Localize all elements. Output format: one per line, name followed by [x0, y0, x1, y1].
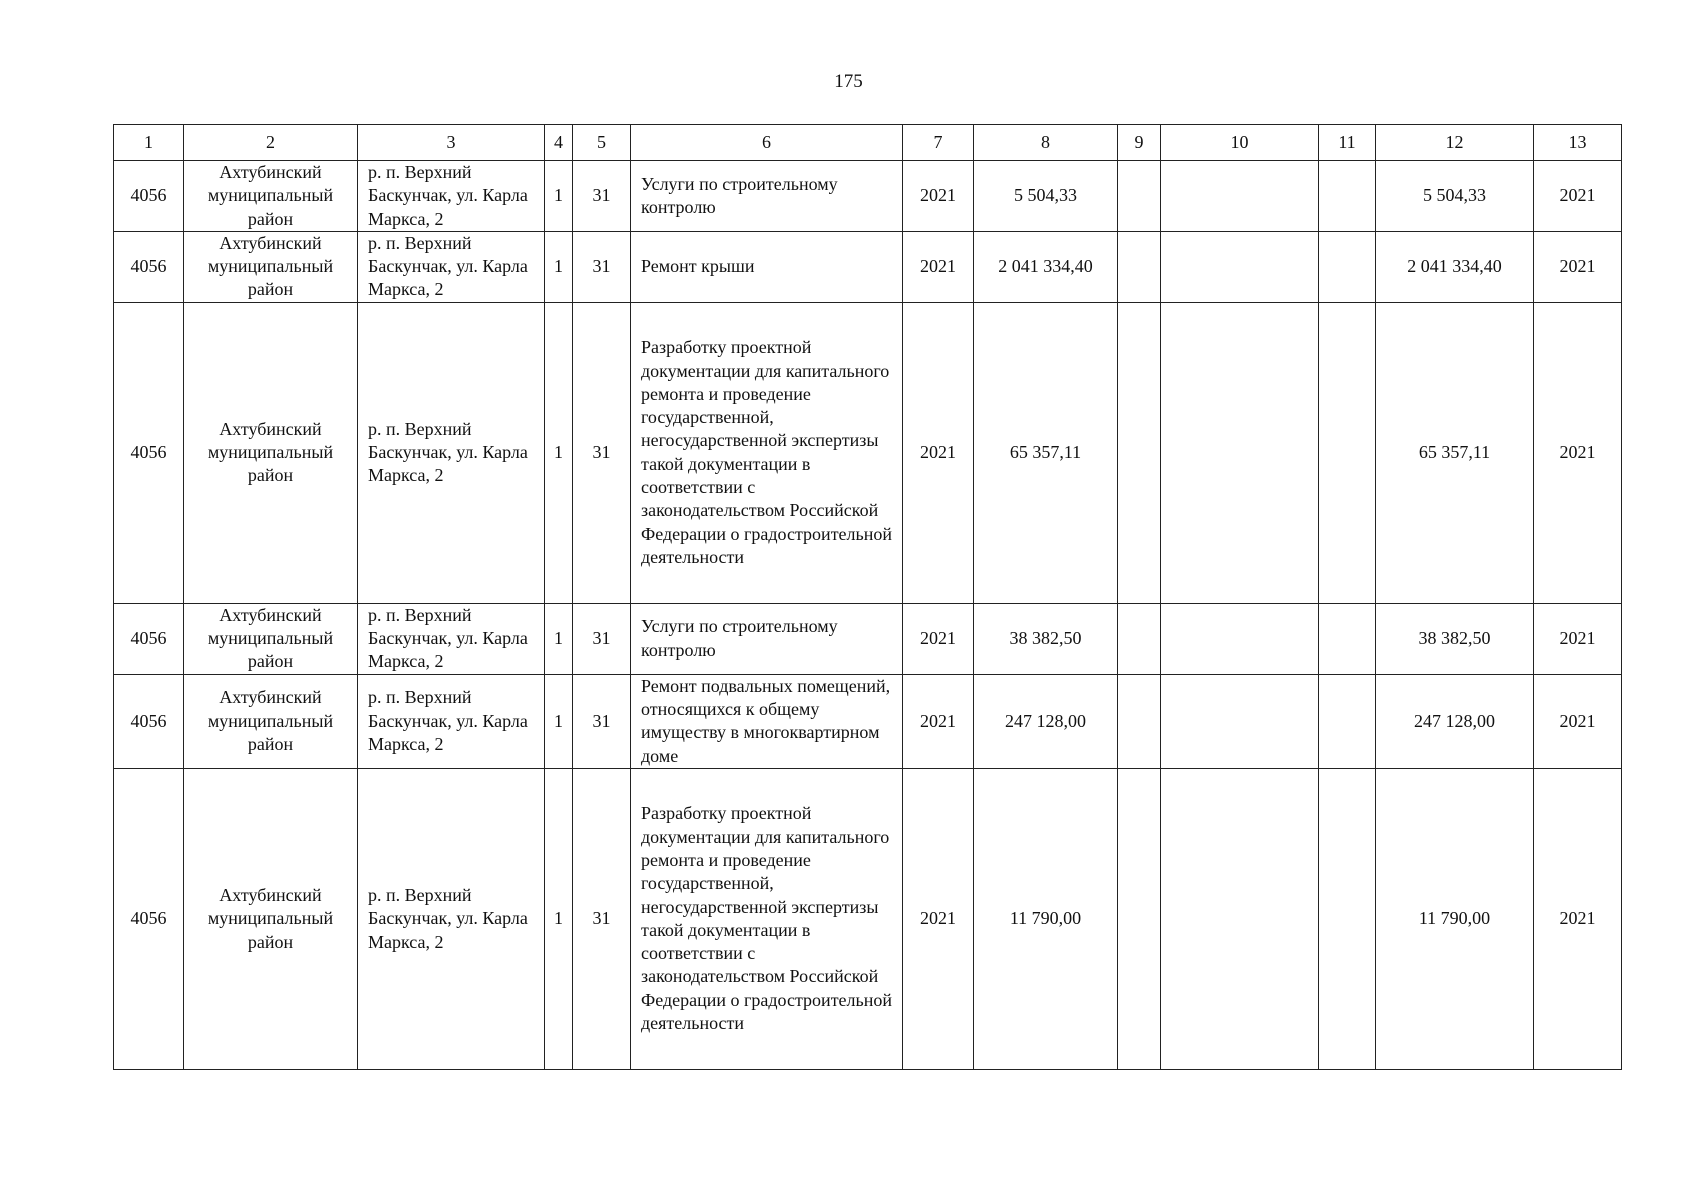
- column-9-cell: [1118, 674, 1161, 768]
- column-header: 2: [184, 125, 358, 161]
- address-cell: р. п. Верхний Баскунчак, ул. Карла Маркса, 2: [358, 603, 545, 674]
- column-4-cell: 1: [545, 768, 573, 1069]
- table-row: [114, 231, 1622, 302]
- column-4-cell: 1: [545, 302, 573, 603]
- year-cell: 2021: [903, 302, 974, 603]
- column-9-cell: [1118, 603, 1161, 674]
- municipality-cell: Ахтубинский муниципальный район: [184, 674, 358, 768]
- cost-cell: 65 357,11: [974, 302, 1118, 603]
- column-9-cell: [1118, 302, 1161, 603]
- table-row: [114, 302, 1622, 603]
- amount-cell: 2 041 334,40: [1376, 231, 1534, 302]
- column-11-cell: [1319, 161, 1376, 232]
- end-year-cell: 2021: [1534, 302, 1622, 603]
- column-10-cell: [1161, 674, 1319, 768]
- year-cell: 2021: [903, 768, 974, 1069]
- column-header: 13: [1534, 125, 1622, 161]
- end-year-cell: 2021: [1534, 674, 1622, 768]
- table-row: [114, 161, 1622, 232]
- work-type-cell: Ремонт крыши: [631, 231, 903, 302]
- column-5-cell: 31: [573, 603, 631, 674]
- object-code-cell: 4056: [114, 768, 184, 1069]
- column-9-cell: [1118, 231, 1161, 302]
- address-cell: р. п. Верхний Баскунчак, ул. Карла Маркса, 2: [358, 161, 545, 232]
- end-year-cell: 2021: [1534, 603, 1622, 674]
- column-header: 12: [1376, 125, 1534, 161]
- column-4-cell: 1: [545, 603, 573, 674]
- amount-cell: 65 357,11: [1376, 302, 1534, 603]
- header-row: [114, 125, 1622, 161]
- column-header: 5: [573, 125, 631, 161]
- object-code-cell: 4056: [114, 674, 184, 768]
- column-4-cell: 1: [545, 231, 573, 302]
- cost-cell: 247 128,00: [974, 674, 1118, 768]
- municipality-cell: Ахтубинский муниципальный район: [184, 231, 358, 302]
- end-year-cell: 2021: [1534, 768, 1622, 1069]
- municipality-cell: Ахтубинский муниципальный район: [184, 161, 358, 232]
- column-header: 11: [1319, 125, 1376, 161]
- amount-cell: 247 128,00: [1376, 674, 1534, 768]
- amount-cell: 38 382,50: [1376, 603, 1534, 674]
- column-11-cell: [1319, 231, 1376, 302]
- column-5-cell: 31: [573, 302, 631, 603]
- column-header: 3: [358, 125, 545, 161]
- address-cell: р. п. Верхний Баскунчак, ул. Карла Маркса, 2: [358, 768, 545, 1069]
- column-5-cell: 31: [573, 161, 631, 232]
- table-row: [114, 768, 1622, 1069]
- object-code-cell: 4056: [114, 161, 184, 232]
- table-row: [114, 674, 1622, 768]
- cost-cell: 38 382,50: [974, 603, 1118, 674]
- end-year-cell: 2021: [1534, 231, 1622, 302]
- column-9-cell: [1118, 768, 1161, 1069]
- column-header: 9: [1118, 125, 1161, 161]
- address-cell: р. п. Верхний Баскунчак, ул. Карла Маркса, 2: [358, 231, 545, 302]
- work-type-cell: Ремонт подвальных помещений, относящихся к общему имуществу в многоквартирном доме: [631, 674, 903, 768]
- cost-cell: 5 504,33: [974, 161, 1118, 232]
- municipality-cell: Ахтубинский муниципальный район: [184, 302, 358, 603]
- column-5-cell: 31: [573, 768, 631, 1069]
- data-table: [113, 124, 1622, 1070]
- table-row: [114, 603, 1622, 674]
- work-type-cell: Разработку проектной документации для капитального ремонта и проведение государственной, негосударственной экспертизы такой документации в соответствии с законодательством Российской Федерации о градостроительной деятельности: [631, 768, 903, 1069]
- address-cell: р. п. Верхний Баскунчак, ул. Карла Маркса, 2: [358, 302, 545, 603]
- year-cell: 2021: [903, 161, 974, 232]
- column-10-cell: [1161, 161, 1319, 232]
- column-9-cell: [1118, 161, 1161, 232]
- end-year-cell: 2021: [1534, 161, 1622, 232]
- column-10-cell: [1161, 231, 1319, 302]
- column-5-cell: 31: [573, 231, 631, 302]
- address-cell: р. п. Верхний Баскунчак, ул. Карла Маркса, 2: [358, 674, 545, 768]
- municipality-cell: Ахтубинский муниципальный район: [184, 768, 358, 1069]
- object-code-cell: 4056: [114, 302, 184, 603]
- object-code-cell: 4056: [114, 603, 184, 674]
- column-11-cell: [1319, 674, 1376, 768]
- column-10-cell: [1161, 768, 1319, 1069]
- column-11-cell: [1319, 302, 1376, 603]
- page-number: 175: [834, 71, 863, 92]
- work-type-cell: Услуги по строительному контролю: [631, 161, 903, 232]
- column-11-cell: [1319, 603, 1376, 674]
- column-5-cell: 31: [573, 674, 631, 768]
- cost-cell: 2 041 334,40: [974, 231, 1118, 302]
- amount-cell: 11 790,00: [1376, 768, 1534, 1069]
- column-4-cell: 1: [545, 161, 573, 232]
- work-type-cell: Услуги по строительному контролю: [631, 603, 903, 674]
- column-10-cell: [1161, 603, 1319, 674]
- column-4-cell: 1: [545, 674, 573, 768]
- column-header: 6: [631, 125, 903, 161]
- column-header: 7: [903, 125, 974, 161]
- column-11-cell: [1319, 768, 1376, 1069]
- object-code-cell: 4056: [114, 231, 184, 302]
- column-header: 1: [114, 125, 184, 161]
- column-header: 10: [1161, 125, 1319, 161]
- cost-cell: 11 790,00: [974, 768, 1118, 1069]
- year-cell: 2021: [903, 231, 974, 302]
- column-header: 4: [545, 125, 573, 161]
- work-type-cell: Разработку проектной документации для капитального ремонта и проведение государственной, негосударственной экспертизы такой документации в соответствии с законодательством Российской Федерации о градостроительной деятельности: [631, 302, 903, 603]
- column-10-cell: [1161, 302, 1319, 603]
- year-cell: 2021: [903, 603, 974, 674]
- year-cell: 2021: [903, 674, 974, 768]
- amount-cell: 5 504,33: [1376, 161, 1534, 232]
- municipality-cell: Ахтубинский муниципальный район: [184, 603, 358, 674]
- column-header: 8: [974, 125, 1118, 161]
